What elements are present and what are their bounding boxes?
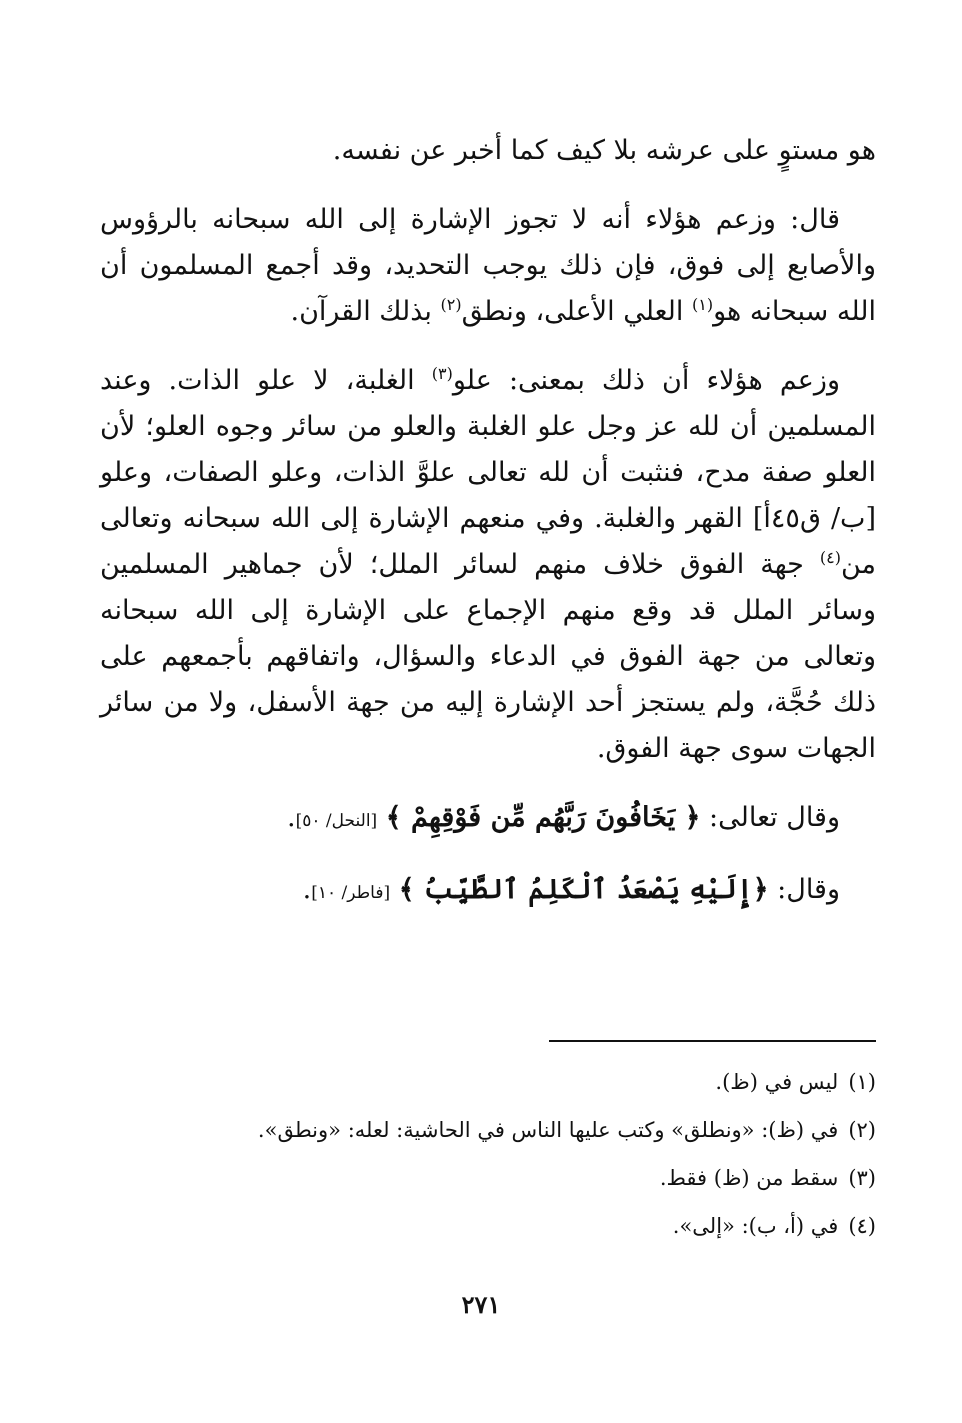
footnote-1 <box>100 1058 876 1106</box>
footnote-ref-1[interactable]: (١) <box>691 295 714 314</box>
page-number: ٢٧١ <box>461 1290 501 1319</box>
footnote-1-number: (١) <box>848 1070 876 1094</box>
verse-1-reference: [النحل/ ٥٠] <box>295 811 378 831</box>
paragraph-1 <box>100 197 876 335</box>
paragraph-2 <box>100 358 876 772</box>
footnote-4-number: (٤) <box>848 1214 876 1238</box>
paragraph-1-text-b: العلي الأعلى، ونطق <box>461 296 684 327</box>
paragraph-2-text-a: وزعم هؤلاء أن ذلك بمعنى: علو <box>452 365 840 396</box>
paragraph-intro <box>100 128 876 174</box>
footnote-4-text: في (أ، ب): «إلى». <box>672 1214 839 1238</box>
verse-2-quran-text: ﴿إِلَيْهِ يَصْعَدُ ٱلْكَلِمُ ٱلطَّيِّبُ ﴾ <box>398 874 769 905</box>
paragraph-2-text-b: الغلبة، لا علو الذات. وعند المسلمين أن لله عز وجل علو الغلبة والعلو من سائر وجوه العلو؛ لأن العلو صفة مدح، فنثبت أن لله تعالى علوَّ الذات، وعلو الصفات، وعلو [ب/ ق٤٥أ] القهر والغلبة. وفي منعهم الإشارة إلى الله سبحانه وتعالى من <box>100 365 876 580</box>
paragraph-1-text-c: بذلك القرآن. <box>290 296 432 327</box>
footnote-3-number: (٣) <box>848 1166 876 1190</box>
footnote-2-number: (٢) <box>848 1118 876 1142</box>
paragraph-intro-text: هو مستوٍ على عرشه بلا كيف كما أخبر عن نفسه. <box>332 135 876 166</box>
footnote-3-text: سقط من (ظ) فقط. <box>659 1166 839 1190</box>
footnote-2-text: في (ظ): «ونطلق» وكتب عليها الناس في الحاشية: لعله: «ونطق». <box>257 1118 839 1142</box>
main-text <box>100 128 876 939</box>
verse-line-1 <box>100 795 876 844</box>
verse-line-2 <box>100 867 876 916</box>
verse-2-reference: [فاطر/ ١٠] <box>311 883 391 903</box>
paragraph-1-text-a: قال: وزعم هؤلاء أنه لا تجوز الإشارة إلى الله سبحانه بالرؤوس والأصابع إلى فوق، فإن ذلك يوجب التحديد، وقد أجمع المسلمون أن الله سبحانه هو <box>100 204 876 327</box>
verse-2-intro: وقال: <box>777 874 840 905</box>
verse-1-intro: وقال تعالى: <box>709 802 840 833</box>
footnote-ref-4[interactable]: (٤) <box>819 548 841 567</box>
verse-1-end: . <box>287 802 296 833</box>
footnote-1-text: ليس في (ظ). <box>715 1070 839 1094</box>
footnote-ref-3[interactable]: (٣) <box>431 364 453 383</box>
footnote-divider <box>549 1040 876 1042</box>
footnotes <box>100 1058 876 1250</box>
verse-1-quran-text: ﴿ يَخَافُونَ رَبَّهُم مِّن فَوْقِهِمْ ﴾ <box>385 802 701 833</box>
footnote-3 <box>100 1154 876 1202</box>
verse-2-end: . <box>302 874 312 905</box>
footnote-ref-2[interactable]: (٢) <box>440 295 462 314</box>
footnote-4 <box>100 1202 876 1250</box>
footnote-2 <box>100 1106 876 1154</box>
paragraph-2-text-c: جهة الفوق خلاف منهم لسائر الملل؛ لأن جماهير المسلمين وسائر الملل قد وقع منهم الإجماع على الإشارة إلى الله سبحانه وتعالى من جهة الفوق في الدعاء والسؤال، واتفاقهم بأجمعهم على ذلك حُجَّة، ولم يستجز أحد الإشارة إليه من جهة الأسفل، ولا من سائر الجهات سوى جهة الفوق. <box>100 549 876 764</box>
